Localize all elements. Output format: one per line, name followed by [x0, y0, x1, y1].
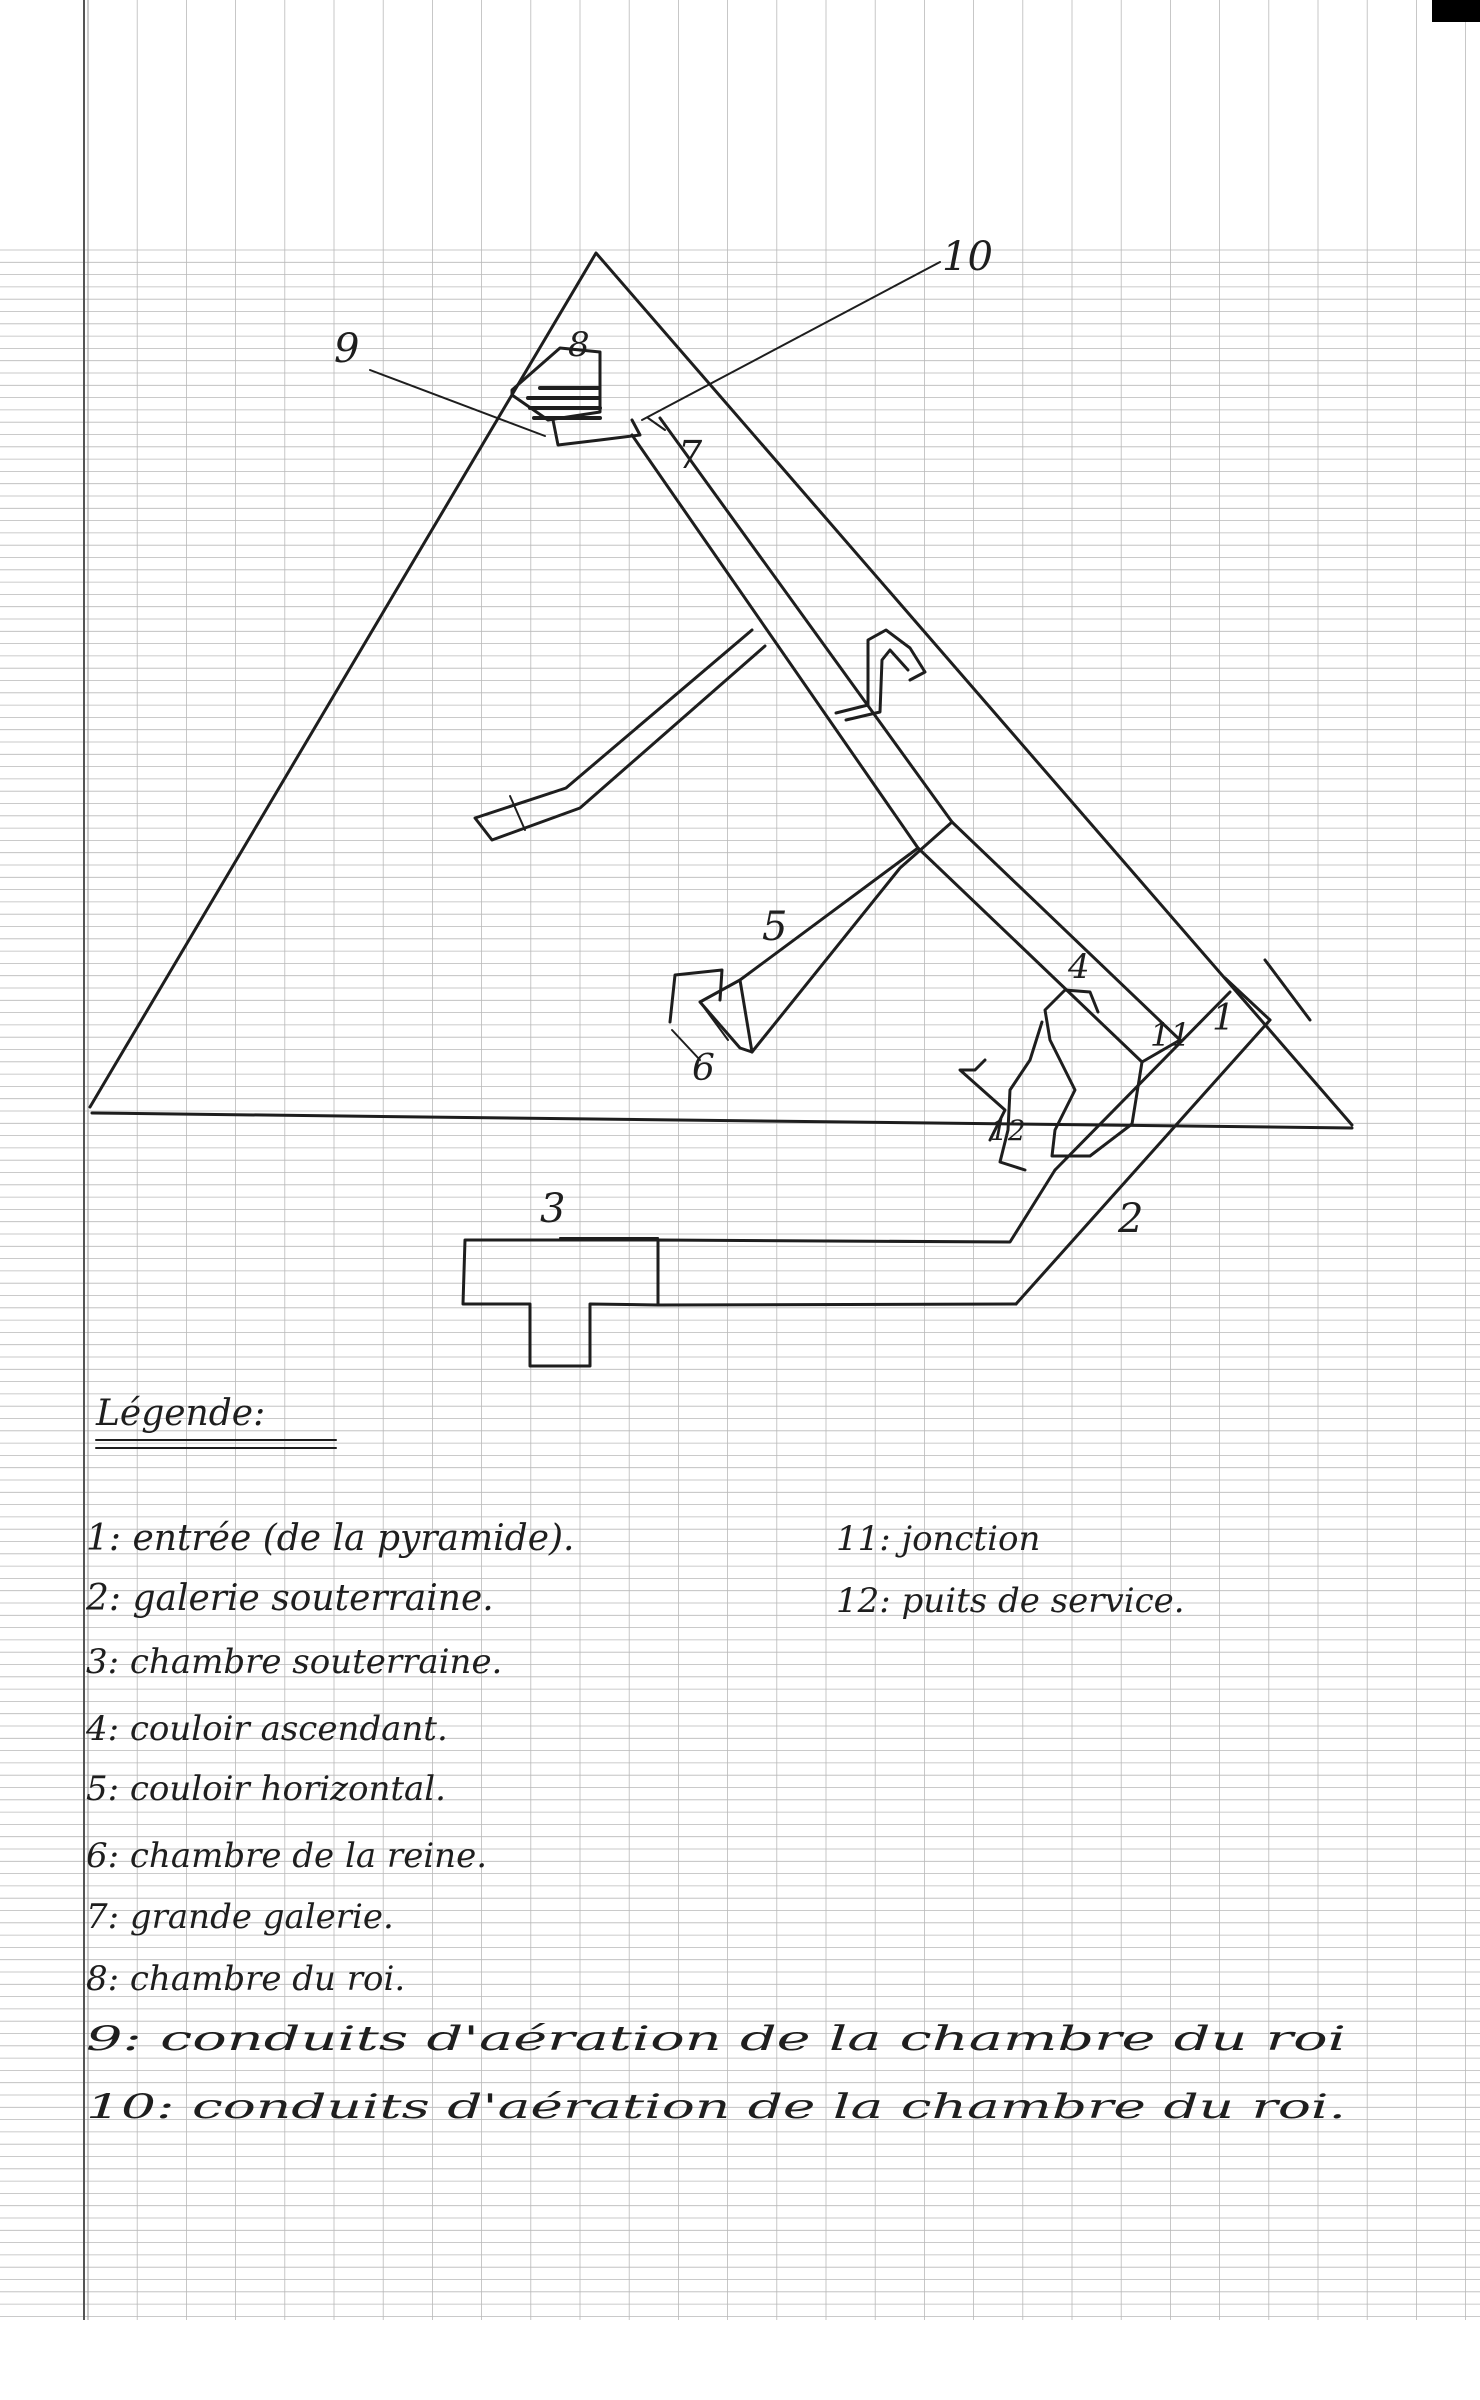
left-shaft	[475, 630, 765, 840]
label-1: 1	[1212, 998, 1235, 1039]
legend-item: 3: chambre souterraine.	[86, 1642, 503, 1682]
label-2: 2	[1118, 1196, 1144, 1242]
ground-line	[92, 1113, 1352, 1128]
legend-item: 6: chambre de la reine.	[86, 1836, 488, 1876]
legend-right-item: 11: jonction	[836, 1519, 1041, 1559]
legend-item: 4: couloir ascendant.	[86, 1709, 448, 1749]
label-5: 5	[762, 904, 788, 950]
label-8: 8	[568, 325, 590, 365]
horizontal-corridor	[670, 822, 952, 1060]
legend-item: 5: couloir horizontal.	[86, 1769, 446, 1809]
subterranean-chamber	[463, 1238, 658, 1366]
legend-item: 8: chambre du roi.	[86, 1959, 406, 1999]
label-11: 11	[1150, 1016, 1191, 1054]
pyramid-diagram	[90, 234, 1352, 1366]
legend	[85, 1393, 1346, 2127]
label-6: 6	[692, 1048, 715, 1089]
leader-line-9	[370, 370, 545, 436]
label-10: 10	[942, 234, 993, 280]
label-4: 4	[1068, 947, 1090, 987]
legend-right-items	[836, 1519, 1185, 1621]
label-3: 3	[540, 1186, 566, 1232]
legend-item: 7: grande galerie.	[86, 1897, 394, 1937]
label-7: 7	[678, 433, 703, 477]
legend-item: 1: entrée (de la pyramide).	[86, 1518, 575, 1559]
legend-item: 10: conduits d'aération de la chambre du roi.	[86, 2087, 1346, 2127]
queen-chamber-gable	[670, 970, 722, 1022]
label-9: 9	[334, 326, 360, 372]
legend-title: Légende:	[96, 1393, 266, 1434]
legend-right-item: 12: puits de service.	[836, 1581, 1185, 1621]
legend-item: 9: conduits d'aération de la chambre du roi	[86, 2019, 1346, 2059]
grand-gallery	[632, 418, 952, 848]
label-12: 12	[990, 1114, 1026, 1147]
service-well	[960, 990, 1142, 1170]
legend-item: 2: galerie souterraine.	[86, 1578, 494, 1619]
scan-corner-mark	[1432, 0, 1480, 22]
leader-line-10	[642, 262, 940, 420]
